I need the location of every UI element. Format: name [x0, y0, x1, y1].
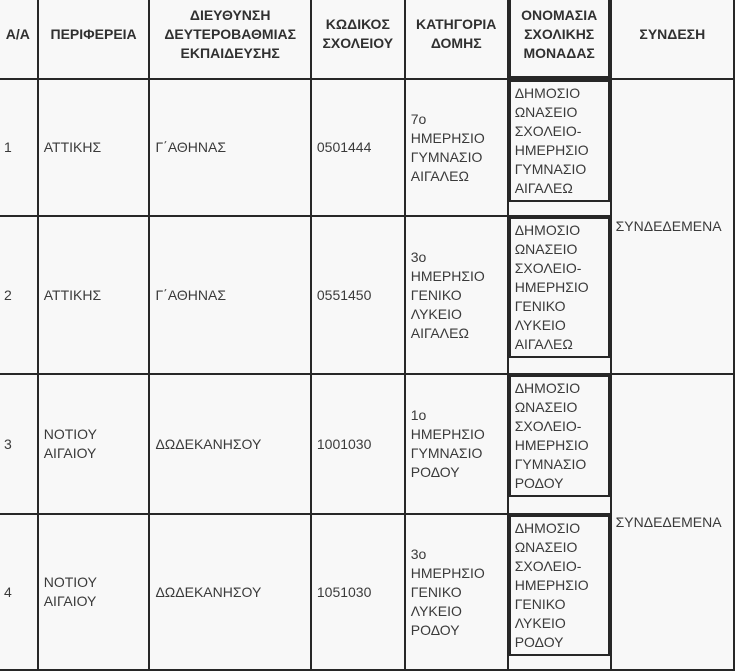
cell-structure-category: 1ο ΗΜΕΡΗΣΙΟ ΓΥΜΝΑΣΙΟ ΡΟΔΟΥ [405, 374, 508, 514]
school-unit-name-box: ΔΗΜΟΣΙΟ ΩΝΑΣΕΙΟ ΣΧΟΛΕΙΟ-ΗΜΕΡΗΣΙΟ ΓΕΝΙΚΟ ΛΥΚΕΙΟ ΑΙΓΑΛΕΩ [509, 217, 610, 358]
school-unit-name-box: ΔΗΜΟΣΙΟ ΩΝΑΣΕΙΟ ΣΧΟΛΕΙΟ-ΗΜΕΡΗΣΙΟ ΓΕΝΙΚΟ ΛΥΚΕΙΟ ΡΟΔΟΥ [509, 515, 610, 656]
cell-directorate: Γ΄ΑΘΗΝΑΣ [149, 216, 310, 374]
cell-school-unit-name [508, 216, 611, 374]
cell-school-code: 0551450 [311, 216, 405, 374]
col-header-school-unit-name [508, 0, 611, 79]
cell-school-unit-name [508, 79, 611, 216]
cell-directorate: ΔΩΔΕΚΑΝΗΣΟΥ [149, 374, 310, 514]
col-header-region: ΠΕΡΙΦΕΡΕΙΑ [38, 0, 150, 79]
cell-structure-category: 3ο ΗΜΕΡΗΣΙΟ ΓΕΝΙΚΟ ΛΥΚΕΙΟ ΡΟΔΟΥ [405, 514, 508, 670]
school-unit-name-header-box: ΟΝΟΜΑΣΙΑ ΣΧΟΛΙΚΗΣ ΜΟΝΑΔΑΣ [509, 0, 610, 78]
cell-aa: 1 [0, 79, 38, 216]
cell-directorate: ΔΩΔΕΚΑΝΗΣΟΥ [149, 514, 310, 670]
col-header-structure-category: ΚΑΤΗΓΟΡΙΑ ΔΟΜΗΣ [405, 0, 508, 79]
cell-school-unit-name [508, 374, 611, 514]
table-row [0, 374, 734, 514]
cell-aa: 4 [0, 514, 38, 670]
cell-connection-group-1: ΣΥΝΔΕΔΕΜΕΝΑ [611, 79, 734, 374]
cell-aa: 2 [0, 216, 38, 374]
col-header-directorate: ΔΙΕΥΘΥΝΣΗ ΔΕΥΤΕΡΟΒΑΘΜΙΑΣ ΕΚΠΑΙΔΕΥΣΗΣ [149, 0, 310, 79]
school-unit-name-box: ΔΗΜΟΣΙΟ ΩΝΑΣΕΙΟ ΣΧΟΛΕΙΟ-ΗΜΕΡΗΣΙΟ ΓΥΜΝΑΣΙΟ ΡΟΔΟΥ [509, 375, 610, 497]
cell-region: ΝΟΤΙΟΥ ΑΙΓΑΙΟΥ [38, 514, 150, 670]
col-header-connection: ΣΥΝΔΕΣΗ [611, 0, 734, 79]
header-row [0, 0, 734, 79]
cell-region: ΑΤΤΙΚΗΣ [38, 79, 150, 216]
cell-structure-category: 7ο ΗΜΕΡΗΣΙΟ ΓΥΜΝΑΣΙΟ ΑΙΓΑΛΕΩ [405, 79, 508, 216]
cell-aa: 3 [0, 374, 38, 514]
cell-region: ΑΤΤΙΚΗΣ [38, 216, 150, 374]
cell-school-code: 0501444 [311, 79, 405, 216]
cell-school-code: 1051030 [311, 514, 405, 670]
cell-structure-category: 3ο ΗΜΕΡΗΣΙΟ ΓΕΝΙΚΟ ΛΥΚΕΙΟ ΑΙΓΑΛΕΩ [405, 216, 508, 374]
school-unit-name-box: ΔΗΜΟΣΙΟ ΩΝΑΣΕΙΟ ΣΧΟΛΕΙΟ-ΗΜΕΡΗΣΙΟ ΓΥΜΝΑΣΙΟ ΑΙΓΑΛΕΩ [509, 80, 610, 202]
cell-school-unit-name [508, 514, 611, 670]
cell-region: ΝΟΤΙΟΥ ΑΙΓΑΙΟΥ [38, 374, 150, 514]
col-header-aa: Α/Α [0, 0, 38, 79]
cell-connection-group-2: ΣΥΝΔΕΔΕΜΕΝΑ [611, 374, 734, 670]
table-row [0, 79, 734, 216]
cell-school-code: 1001030 [311, 374, 405, 514]
col-header-school-code: ΚΩΔΙΚΟΣ ΣΧΟΛΕΙΟΥ [311, 0, 405, 79]
cell-directorate: Γ΄ΑΘΗΝΑΣ [149, 79, 310, 216]
